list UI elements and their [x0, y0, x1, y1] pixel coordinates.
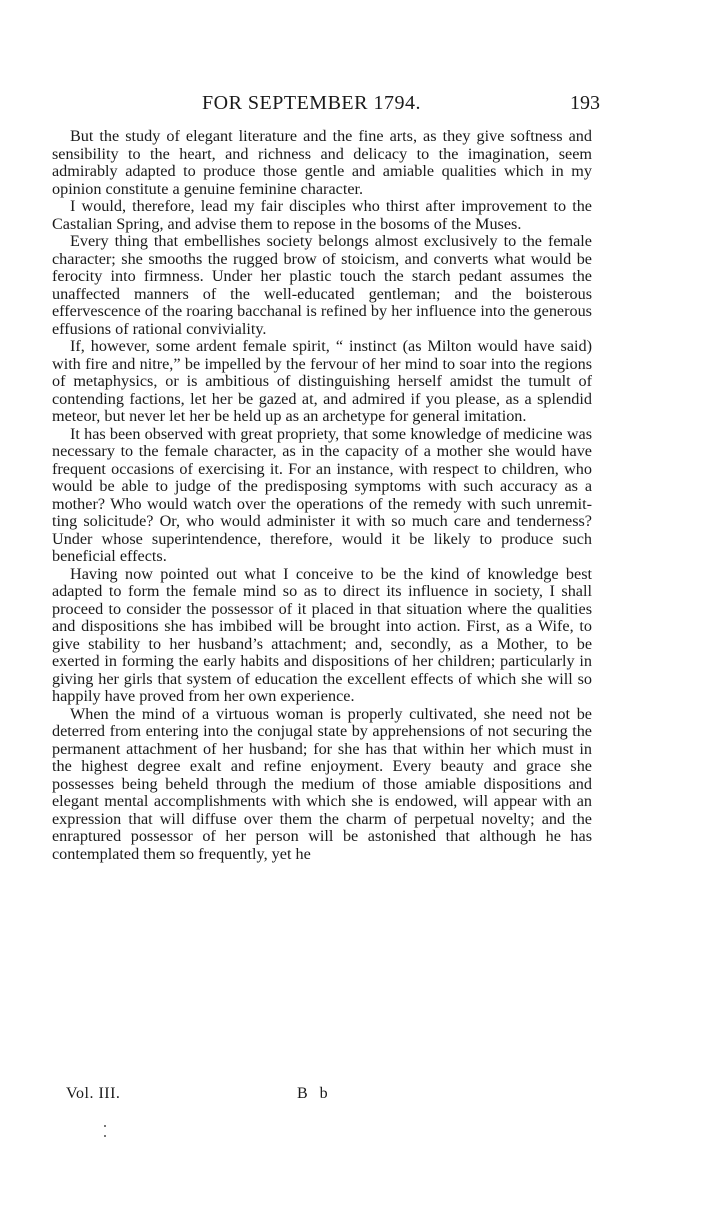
paragraph: Having now pointed out what I conceive to be the kind of knowledge best adapted to form the female mind so as to direct its influence in society, I shall proceed to consider the possessor of it placed in that situation where the qualities and dispositions she has imbibed will be brought into action. First, as a Wife, to give stability to her husband’s attachment; and, secondly, as a Mother, to be exerted in forming the early habits and dispositions of her children; particularly in giving her girls that system of education the excellent effects of which she will so happily have proved from her own experience.	[52, 564, 592, 705]
paragraph: If, however, some ardent female spirit, “ instinct (as Milton would have said) with fire and nitre,” be impelled by the fervour of her mind to soar into the regions of metaphysics, or is ambitious of distinguishing herself amidst the tumult of contending factions, let her be gazed at, and admired if you please, as a splendid meteor, but never let her be held up as an archetype for general imitation.	[52, 337, 592, 425]
ink-speck	[104, 1125, 106, 1127]
running-title: FOR SEPTEMBER 1794.	[202, 92, 421, 114]
volume-label: Vol. III.	[66, 1085, 121, 1102]
page-number: 193	[570, 92, 600, 114]
paragraph: It has been observed with great propriety, that some knowledge of medicine was necessary to the female character, as in the capacity of a mother she would have frequent occasions of exercising it. For an instance, with respect to children, who would be able to judge of the predisposing symptoms with such accuracy as a mother? Who would watch over the operations of the remedy with such unremitting solicitude? Or, who would administer it with so much care and tenderness? Under whose superintendence, therefore, would it be likely to produce such beneficial effects.	[52, 424, 592, 565]
ink-speck	[104, 1135, 106, 1137]
body-text	[52, 128, 592, 863]
ink-specks	[104, 1125, 107, 1151]
paragraph: I would, therefore, lead my fair disciples who thirst after improvement to the Castalian Spring, and advise them to repose in the bosoms of the Muses.	[52, 197, 592, 233]
signature-mark: B b	[297, 1085, 332, 1102]
running-head	[52, 92, 600, 118]
paragraph: But the study of elegant literature and the fine arts, as they give softness and sensibility to the heart, and richness and delicacy to the imagination, seem admirably adapted to produce those gentle and amiable qualities which in my opinion constitute a genuine feminine character.	[52, 127, 592, 198]
paragraph: Every thing that embellishes society belongs almost exclusively to the female character; she smooths the rugged brow of stoicism, and converts what would be ferocity into firmness. Under her plastic touch the starch pedant assumes the unaffected manners of the well-educated gentleman; and the boisterous effervescence of the roaring bacchanal is refined by her influence into the generous effusions of rational conviviality.	[52, 232, 592, 338]
paragraph: When the mind of a virtuous woman is properly cultivated, she need not be deterred from entering into the conjugal state by apprehensions of not securing the permanent attachment of her husband; for she has that within her which must in the highest degree exalt and refine enjoyment. Every beauty and grace she possesses being beheld through the medium of those amiable dispositions and elegant mental accomplishments with which she is endowed, will appear with an expression that will diffuse over them the charm of perpetual novelty; and the enraptured possessor of her person will be astonished that although he has contemplated them so frequently, yet he	[52, 704, 592, 863]
page-footer	[52, 1085, 592, 1107]
